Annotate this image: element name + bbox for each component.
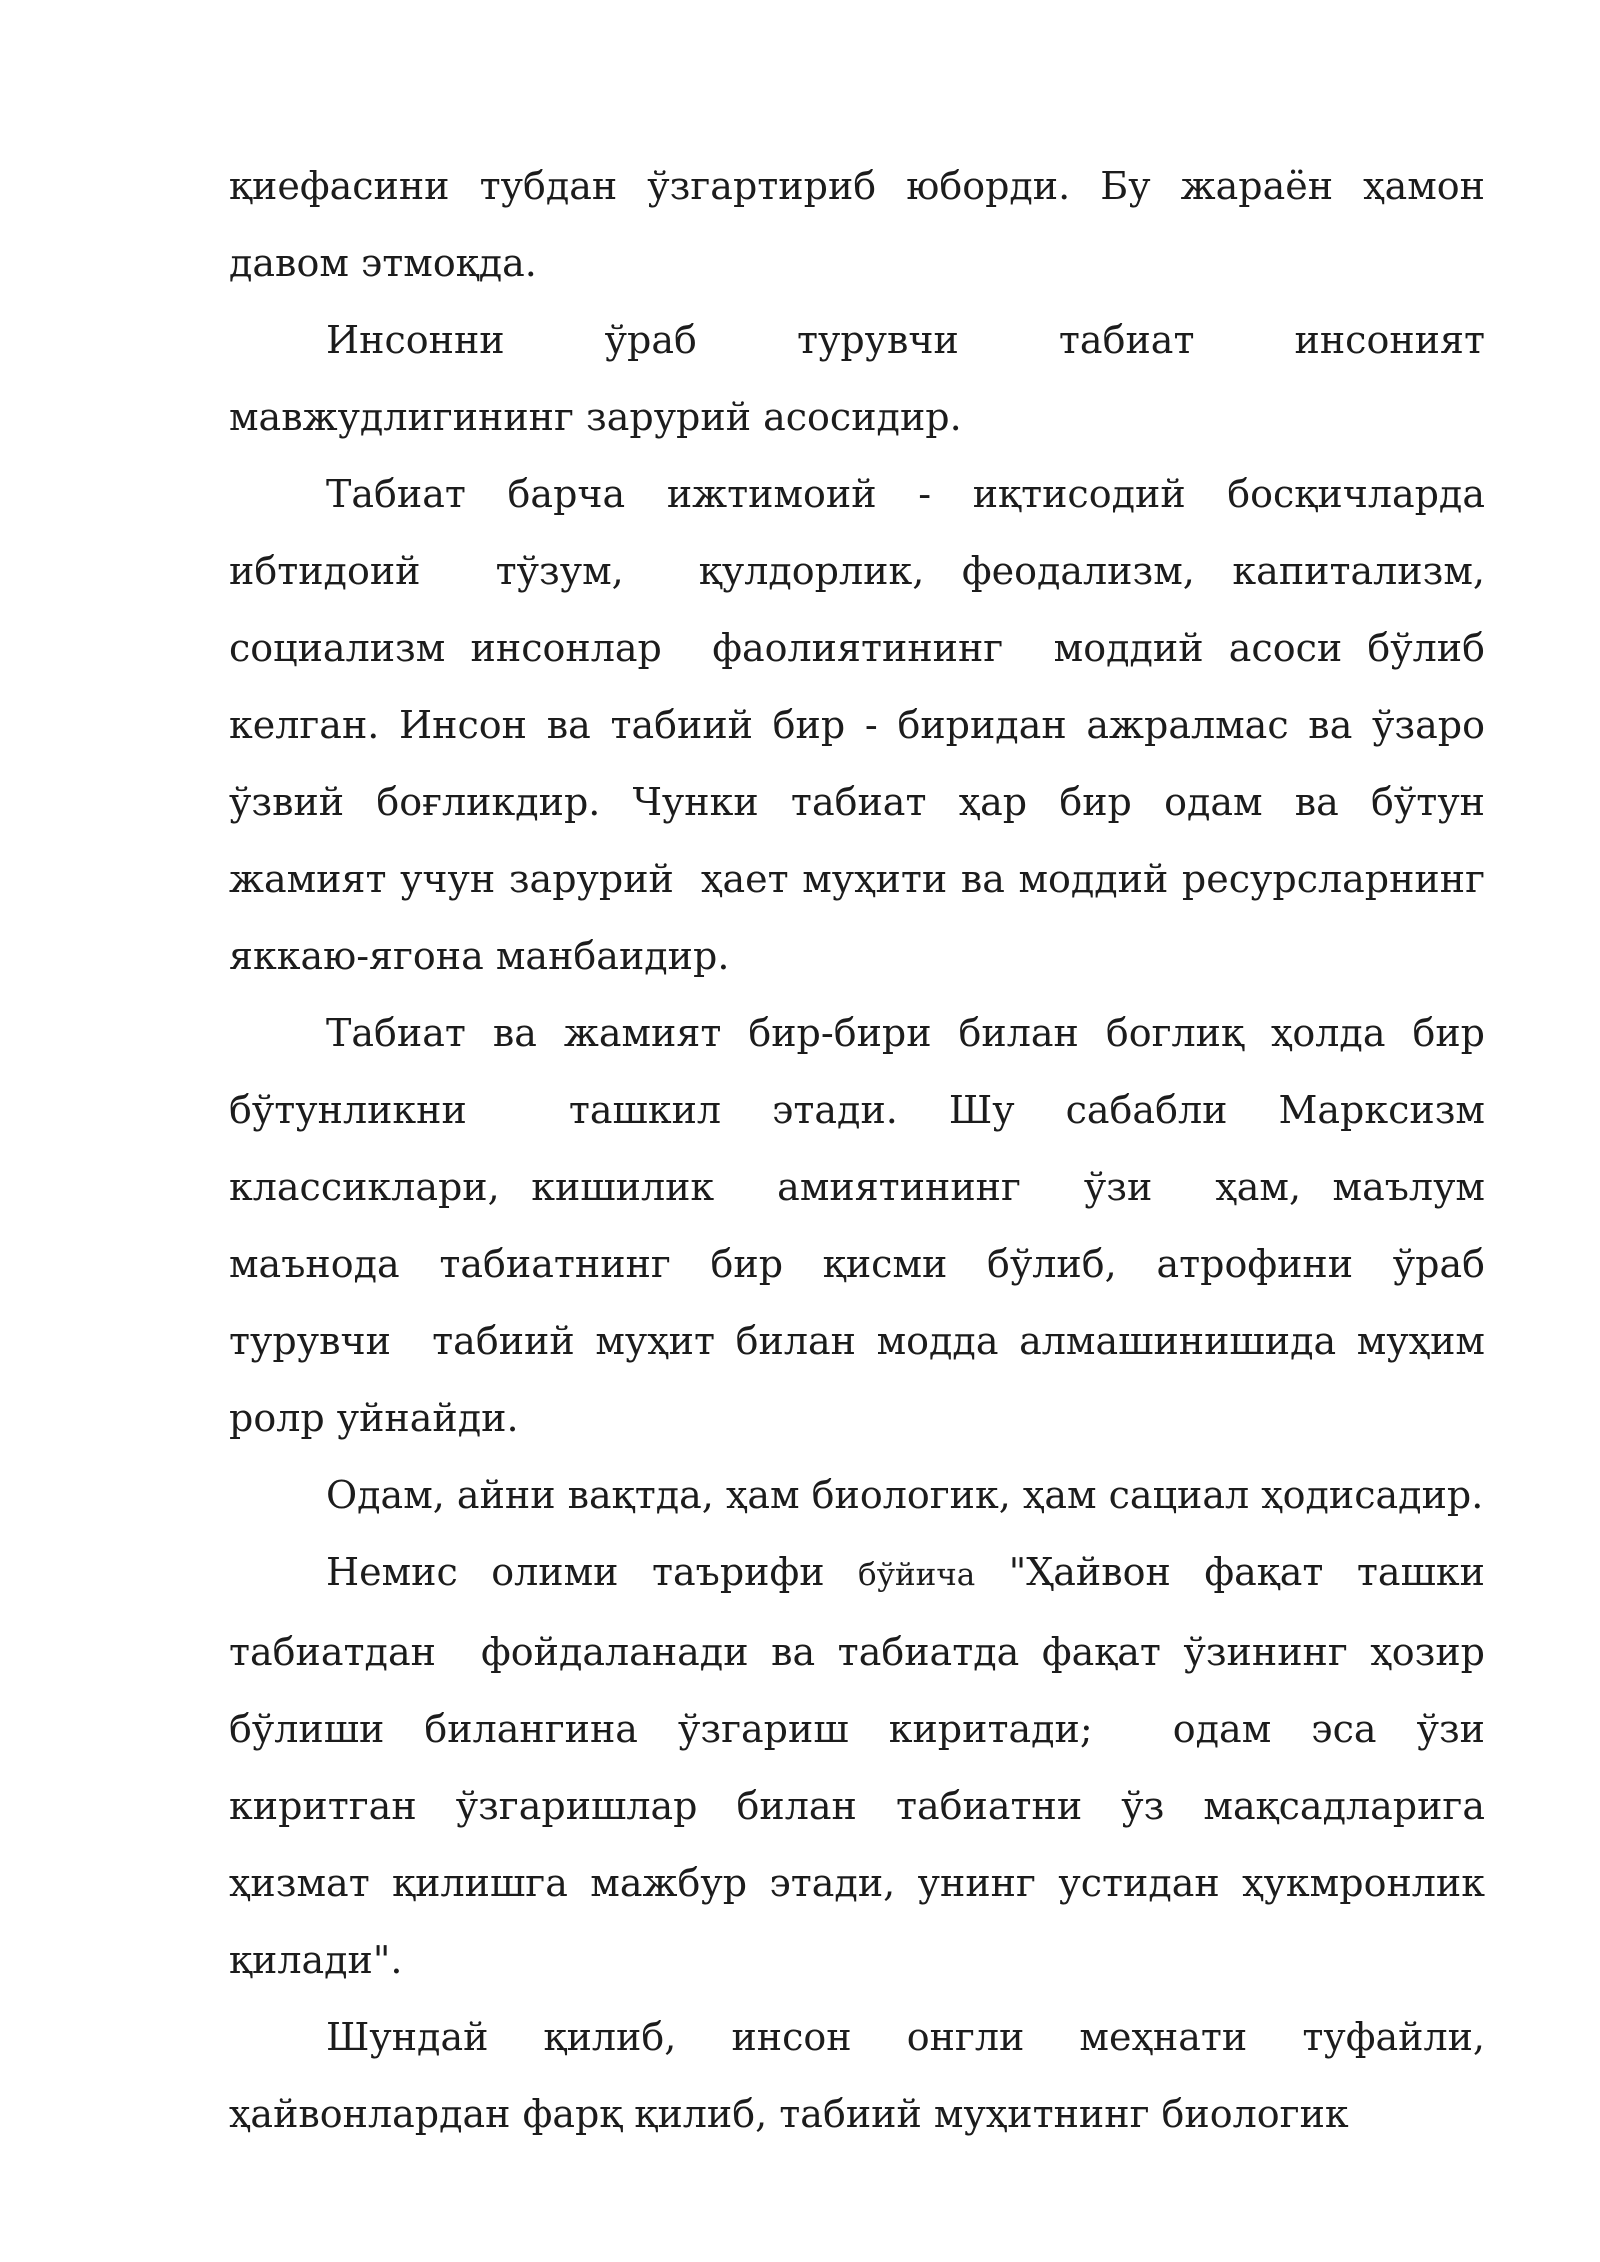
paragraph-1-text: қиефасини тубдан ўзгартириб юборди. Бу жараён ҳамон давом этмоқда. <box>229 164 1510 285</box>
paragraph-6 <box>229 1534 1498 1999</box>
paragraph-2 <box>229 302 1522 456</box>
paragraph-3 <box>229 456 1510 995</box>
paragraph-1 <box>229 148 1510 302</box>
paragraph-7 <box>229 1999 1498 2153</box>
paragraph-5 <box>229 1457 1485 1534</box>
paragraph-4 <box>229 995 1498 1457</box>
document-body <box>229 148 1522 2153</box>
paragraph-6-small-word: бўйича <box>858 1557 976 1593</box>
paragraph-3-text: Табиат барча ижтимоий - иқтисодий босқичларда ибтидоий тўзум, қулдорлик, феодализм, капитализм, социализм инсонлар фаолиятининг моддий асоси бўлиб келган. Инсон ва табиий бир - биридан ажралмас ва ўзаро ўзвий боғликдир. Чунки табиат ҳар бир одам ва бўтун жамият учун зарурий ҳает муҳити ва моддий ресурсларнинг яккаю-ягона манбаидир. <box>229 472 1510 978</box>
paragraph-4-text: Табиат ва жамият бир-бири билан боглиқ ҳолда бир бўтунликни ташкил этади. Шу сабабли Марксизм классиклари, кишилик амиятининг ўзи ҳам, маълум маънода табиатнинг бир қисми бўлиб, атрофини ўраб турувчи табиий муҳит билан модда алмашинишида муҳим ролр уйнайди. <box>229 1011 1498 1440</box>
paragraph-2-text: Инсонни ўраб турувчи табиат инсоният мавжудлигининг зарурий асосидир. <box>229 318 1522 439</box>
paragraph-7-text: Шундай қилиб, инсон онгли меҳнати туфайли, ҳайвонлардан фарқ қилиб, табиий муҳитнинг биологик <box>229 2015 1498 2136</box>
paragraph-6-text-end: "Ҳайвон фақат ташки табиатдан фойдаланади ва табиатда фақат ўзининг ҳозир бўлиши билангина ўзгариш киритади; одам эса ўзи киритган ўзгаришлар билан табиатни ўз мақсадларига ҳизмат қилишга мажбур этади, унинг устидан ҳукмронлик қилади". <box>229 1550 1498 1982</box>
paragraph-6-text-start: Немис олими таърифи <box>326 1550 859 1594</box>
paragraph-5-text: Одам, айни вақтда, ҳам биологик, ҳам сациал ҳодисадир. <box>326 1473 1484 1517</box>
